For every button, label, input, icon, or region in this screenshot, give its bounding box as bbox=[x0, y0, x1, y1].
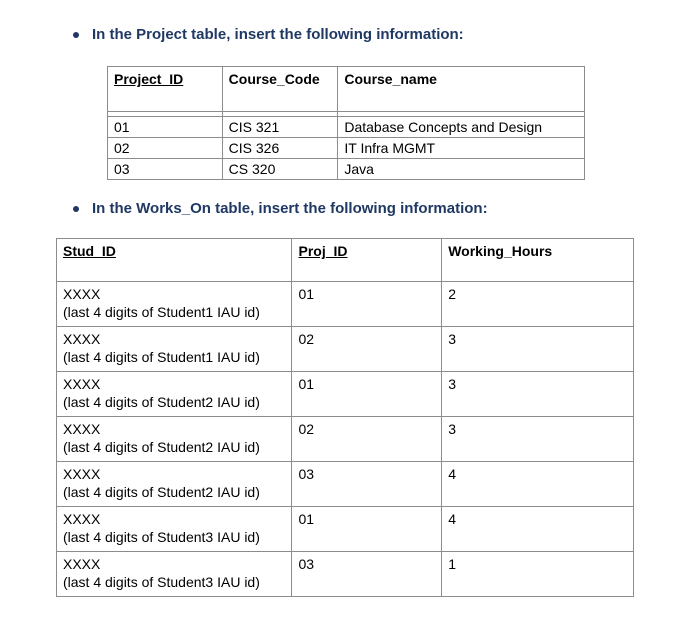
stud-id-value: XXXX bbox=[63, 466, 101, 482]
works-on-instruction-text: In the Works_On table, insert the following information: bbox=[92, 200, 488, 217]
cell-proj-id: 02 bbox=[292, 327, 442, 372]
bullet-icon bbox=[73, 32, 79, 38]
cell-proj-id: 01 bbox=[292, 282, 442, 327]
table-row bbox=[57, 507, 634, 552]
cell-proj-id: 03 bbox=[292, 552, 442, 597]
table-row bbox=[108, 138, 585, 159]
cell-project-id: 03 bbox=[108, 159, 223, 180]
stud-id-note: (last 4 digits of Student1 IAU id) bbox=[63, 304, 260, 320]
works-table-header-row bbox=[57, 239, 634, 282]
header-course-name: Course_name bbox=[338, 67, 585, 112]
table-row bbox=[57, 552, 634, 597]
cell-stud-id bbox=[57, 282, 292, 327]
cell-stud-id bbox=[57, 462, 292, 507]
project-instruction bbox=[73, 26, 464, 43]
cell-stud-id bbox=[57, 417, 292, 462]
header-working-hours: Working_Hours bbox=[442, 239, 634, 282]
header-stud-id: Stud_ID bbox=[57, 239, 292, 282]
cell-stud-id bbox=[57, 552, 292, 597]
cell-working-hours: 3 bbox=[442, 327, 634, 372]
stud-id-value: XXXX bbox=[63, 421, 101, 437]
cell-working-hours: 3 bbox=[442, 417, 634, 462]
header-project-id: Project_ID bbox=[108, 67, 223, 112]
works-on-table bbox=[56, 238, 634, 597]
cell-course-name: IT Infra MGMT bbox=[338, 138, 585, 159]
cell-stud-id bbox=[57, 327, 292, 372]
stud-id-note: (last 4 digits of Student1 IAU id) bbox=[63, 349, 260, 365]
table-row bbox=[57, 282, 634, 327]
cell-proj-id: 01 bbox=[292, 507, 442, 552]
cell-course-code: CIS 326 bbox=[222, 138, 338, 159]
bullet-icon bbox=[73, 206, 79, 212]
works-on-instruction bbox=[73, 200, 488, 217]
stud-id-note: (last 4 digits of Student3 IAU id) bbox=[63, 529, 260, 545]
cell-course-code: CS 320 bbox=[222, 159, 338, 180]
stud-id-value: XXXX bbox=[63, 376, 101, 392]
stud-id-note: (last 4 digits of Student2 IAU id) bbox=[63, 439, 260, 455]
project-table bbox=[107, 66, 585, 180]
cell-course-name: Java bbox=[338, 159, 585, 180]
cell-proj-id: 02 bbox=[292, 417, 442, 462]
stud-id-note: (last 4 digits of Student2 IAU id) bbox=[63, 394, 260, 410]
stud-id-note: (last 4 digits of Student3 IAU id) bbox=[63, 574, 260, 590]
cell-working-hours: 3 bbox=[442, 372, 634, 417]
cell-proj-id: 01 bbox=[292, 372, 442, 417]
cell-working-hours: 1 bbox=[442, 552, 634, 597]
header-proj-id: Proj_ID bbox=[292, 239, 442, 282]
cell-stud-id bbox=[57, 372, 292, 417]
cell-stud-id bbox=[57, 507, 292, 552]
project-table-header-row bbox=[108, 67, 585, 112]
table-row bbox=[57, 327, 634, 372]
cell-working-hours: 4 bbox=[442, 462, 634, 507]
cell-course-code: CIS 321 bbox=[222, 117, 338, 138]
table-row bbox=[108, 117, 585, 138]
stud-id-value: XXXX bbox=[63, 511, 101, 527]
cell-proj-id: 03 bbox=[292, 462, 442, 507]
table-row bbox=[57, 417, 634, 462]
table-row bbox=[108, 159, 585, 180]
cell-project-id: 01 bbox=[108, 117, 223, 138]
stud-id-value: XXXX bbox=[63, 331, 101, 347]
cell-project-id: 02 bbox=[108, 138, 223, 159]
cell-working-hours: 2 bbox=[442, 282, 634, 327]
stud-id-value: XXXX bbox=[63, 556, 101, 572]
stud-id-note: (last 4 digits of Student2 IAU id) bbox=[63, 484, 260, 500]
table-row bbox=[57, 462, 634, 507]
header-course-code: Course_Code bbox=[222, 67, 338, 112]
cell-working-hours: 4 bbox=[442, 507, 634, 552]
stud-id-value: XXXX bbox=[63, 286, 101, 302]
table-row bbox=[57, 372, 634, 417]
cell-course-name: Database Concepts and Design bbox=[338, 117, 585, 138]
project-instruction-text: In the Project table, insert the following information: bbox=[92, 26, 464, 43]
